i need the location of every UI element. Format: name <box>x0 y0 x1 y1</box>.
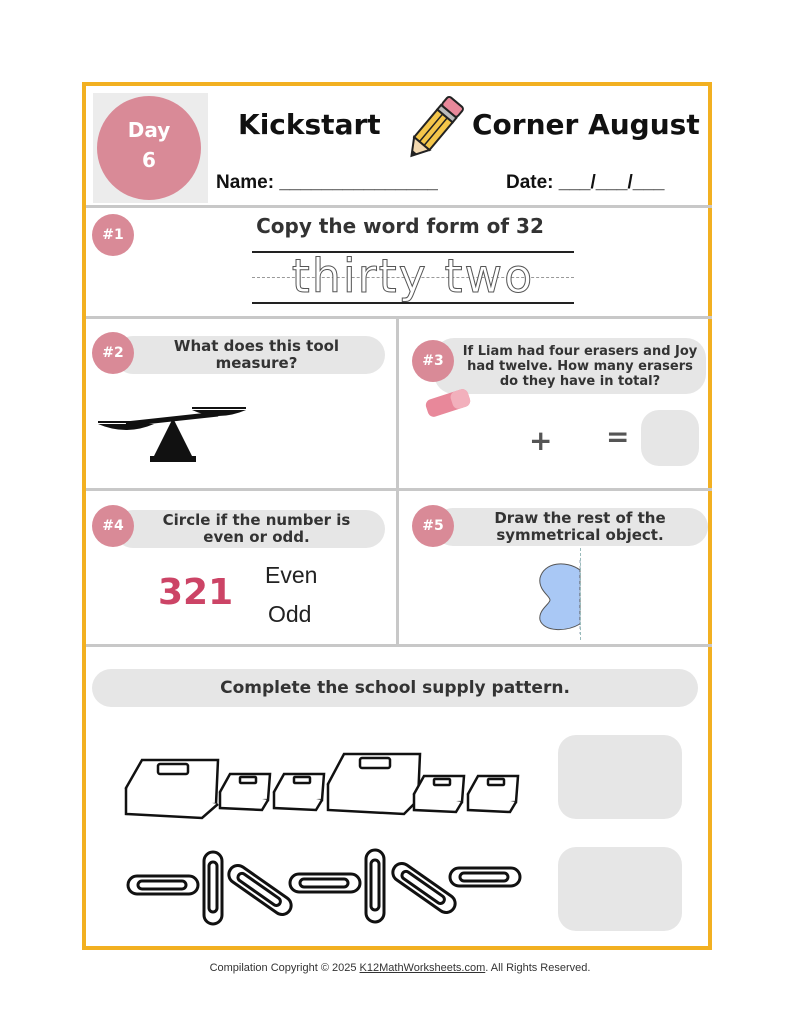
equals-sign: = <box>606 420 630 453</box>
divider-vertical <box>396 316 399 646</box>
divider-row3 <box>86 644 712 647</box>
divider-header <box>86 205 712 208</box>
name-field[interactable]: Name: _______________ <box>216 172 438 193</box>
date-field[interactable]: Date: ___/___/___ <box>506 172 665 193</box>
day-badge <box>97 96 201 200</box>
plus-sign: + <box>529 424 553 457</box>
clips-answer-box[interactable] <box>558 847 682 931</box>
balance-scale-icon <box>96 400 250 466</box>
option-even[interactable]: Even <box>265 562 318 588</box>
footer-prefix: Compilation Copyright © 2025 <box>209 962 360 974</box>
option-odd[interactable]: Odd <box>268 601 312 627</box>
title-left: Kickstart <box>238 108 381 141</box>
q1-title: Copy the word form of 32 <box>256 214 544 238</box>
pattern-title: Complete the school supply pattern. <box>92 669 698 707</box>
footer-link[interactable]: K12MathWorksheets.com <box>359 962 486 974</box>
q3-title: If Liam had four erasers and Joy had twelve. How many erasers do they have in total? <box>434 338 706 394</box>
books-answer-box[interactable] <box>558 735 682 819</box>
half-shape-icon <box>536 560 586 634</box>
q3-badge: #3 <box>412 340 454 382</box>
divider-q1 <box>86 316 712 319</box>
q5-badge: #5 <box>412 505 454 547</box>
day-label: Day <box>127 118 171 142</box>
pencil-icon <box>396 92 472 166</box>
q1-badge: #1 <box>92 214 134 256</box>
symmetry-line <box>580 548 581 640</box>
footer-suffix: . All Rights Reserved. <box>485 962 591 974</box>
q4-badge: #4 <box>92 505 134 547</box>
q5-title: Draw the rest of the symmetrical object. <box>434 508 708 546</box>
books-pattern <box>122 748 532 828</box>
divider-row2 <box>86 488 712 491</box>
title-right: Corner August <box>472 108 700 141</box>
q4-number: 321 <box>158 572 234 613</box>
trace-word[interactable]: thirty two <box>291 249 535 303</box>
q2-badge: #2 <box>92 332 134 374</box>
eraser-icon <box>422 386 474 420</box>
q3-answer-box[interactable] <box>641 410 699 466</box>
paperclips-pattern <box>124 846 524 930</box>
q2-title: What does this tool measure? <box>114 336 385 374</box>
q4-title: Circle if the number is even or odd. <box>114 510 385 548</box>
day-number: 6 <box>142 148 156 172</box>
copyright-footer <box>0 962 800 974</box>
